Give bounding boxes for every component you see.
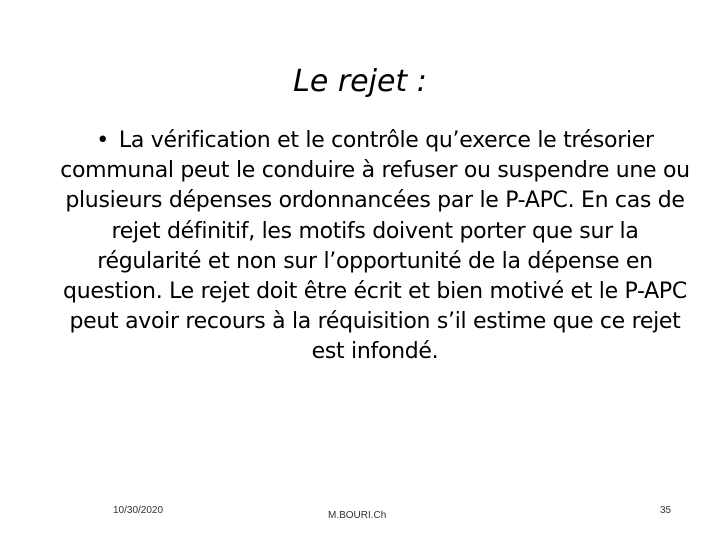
footer-author: M.BOURI.Ch [328, 510, 387, 521]
slide-title: Le rejet : [293, 64, 427, 99]
slide-body [60, 126, 690, 368]
footer-page-number: 35 [660, 505, 672, 516]
bullet-icon: • [96, 128, 109, 153]
footer-date: 10/30/2020 [113, 505, 164, 516]
slide-body-text: La vérification et le contrôle qu’exerce le trésorier communal peut le conduire à refuser ou suspendre une ou plusieurs dépenses ordonnancées par le P-APC. En cas de rejet définitif, les motifs doivent porter que sur la régularité et non sur l’opportunité de la dépense en question. Le rejet doit être écrit et bien motivé et le P-APC peut avoir recours à la réquisition s’il estime que ce rejet est infondé. [60, 128, 690, 365]
